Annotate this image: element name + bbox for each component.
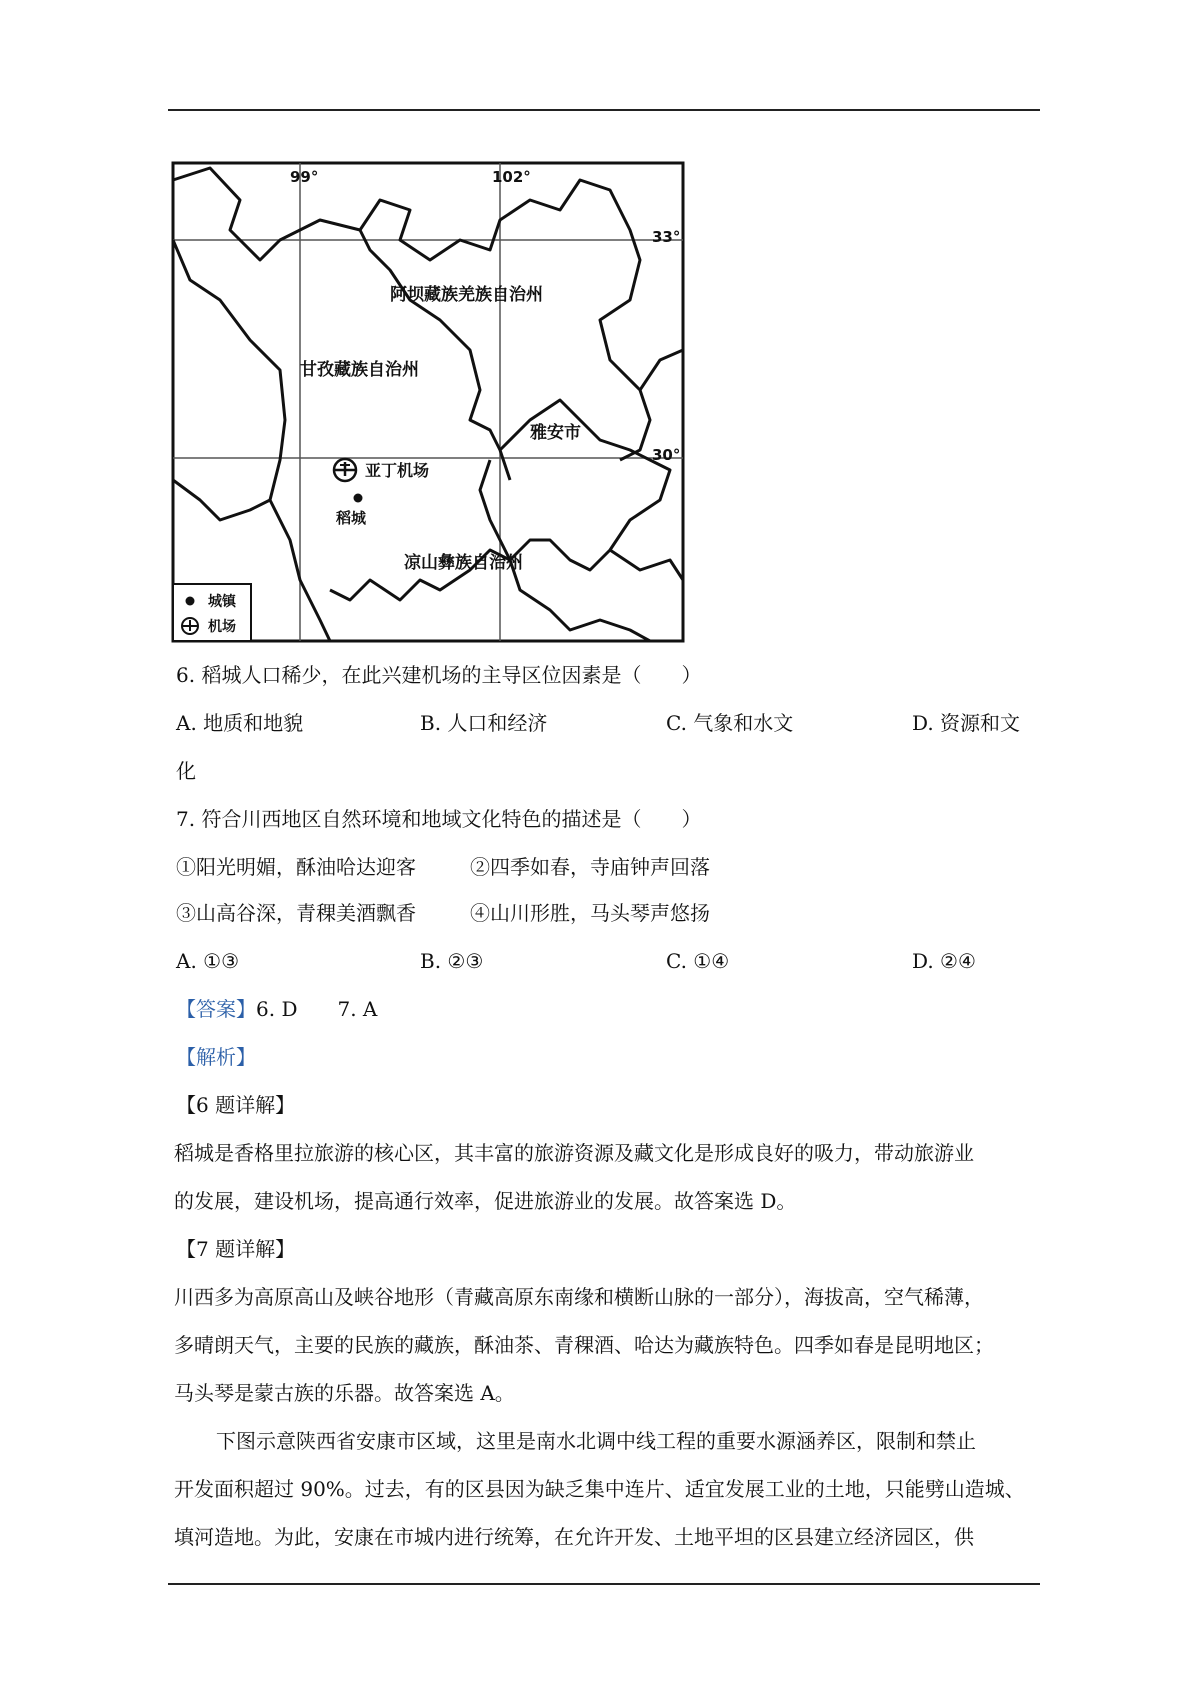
legend-airport-icon [182,618,198,634]
map-legend [173,584,251,641]
lon-102-label: 102° [492,168,531,186]
legend-town-icon [186,597,195,606]
answer-label: 【答案】 [176,997,256,1021]
lat-33-label: 33° [652,228,681,246]
town-dot-icon [354,494,363,503]
detail7-title: 【7 题详解】 [176,1237,296,1261]
airport-icon [334,459,356,481]
passage-line-2: 开发面积超过 90%。过去，有的区县因为缺乏集中连片、适宜发展工业的土地，只能劈山造城、 [174,1477,1025,1501]
header-rule [168,109,1040,111]
q6-option-d: D. 资源和文 [912,711,1021,735]
detail7-line-1: 川西多为高原高山及峡谷地形（青藏高原东南缘和横断山脉的一部分），海拔高，空气稀薄， [174,1285,984,1309]
q7-item-2: ②四季如春，寺庙钟声回落 [470,855,710,879]
detail7-line-3: 马头琴是蒙古族的乐器。故答案选 A。 [174,1381,515,1405]
q7-item-4: ④山川形胜，马头琴声悠扬 [470,901,710,925]
q7-item-1: ①阳光明媚，酥油哈达迎客 [176,855,416,879]
town-label: 稻城 [336,509,367,527]
q7-option-c: C. ①④ [666,949,730,973]
q6-option-a: A. 地质和地貌 [176,711,304,735]
detail6-line-2: 的发展，建设机场，提高通行效率，促进旅游业的发展。故答案选 D。 [174,1189,797,1213]
lon-99-label: 99° [290,168,319,186]
region-yaan: 雅安市 [530,423,581,443]
lat-30-label: 30° [652,446,681,464]
q6-stem: 6. 稻城人口稀少，在此兴建机场的主导区位因素是（ ） [176,663,702,687]
q7-stem: 7. 符合川西地区自然环境和地域文化特色的描述是（ ） [176,807,702,831]
airport-label: 亚丁机场 [365,461,430,480]
legend-town-label: 城镇 [208,594,236,610]
q6-option-c: C. 气象和水文 [666,711,794,735]
answer-row [176,994,377,1024]
q7-option-d: D. ②④ [912,949,976,973]
detail6-title: 【6 题详解】 [176,1093,296,1117]
region-liangshan: 凉山彝族自治州 [404,553,523,573]
q7-option-b: B. ②③ [420,949,484,973]
q7-item-3: ③山高谷深，青稞美酒飘香 [176,901,416,925]
footer-rule [168,1583,1040,1585]
region-aba: 阿坝藏族羌族自治州 [390,285,543,305]
detail6-line-1: 稻城是香格里拉旅游的核心区，其丰富的旅游资源及藏文化是形成良好的吸力，带动旅游业 [174,1141,974,1165]
region-ganzi: 甘孜藏族自治州 [300,360,419,380]
analysis-label: 【解析】 [176,1045,256,1069]
passage-line-1: 下图示意陕西省安康市区域，这里是南水北调中线工程的重要水源涵养区，限制和禁止 [216,1429,976,1453]
legend-airport-label: 机场 [208,619,236,635]
q6-option-b: B. 人口和经济 [420,711,548,735]
answer-text: 6. D 7. A [256,997,378,1021]
passage-line-3: 填河造地。为此，安康在市城内进行统筹，在允许开发、土地平坦的区县建立经济园区，供 [174,1525,974,1549]
detail7-line-2: 多晴朗天气，主要的民族的藏族，酥油茶、青稞酒、哈达为藏族特色。四季如春是昆明地区； [174,1333,994,1357]
q6-option-d-wrap: 化 [176,759,196,783]
q7-option-a: A. ①③ [176,949,240,973]
sichuan-map [170,160,686,644]
